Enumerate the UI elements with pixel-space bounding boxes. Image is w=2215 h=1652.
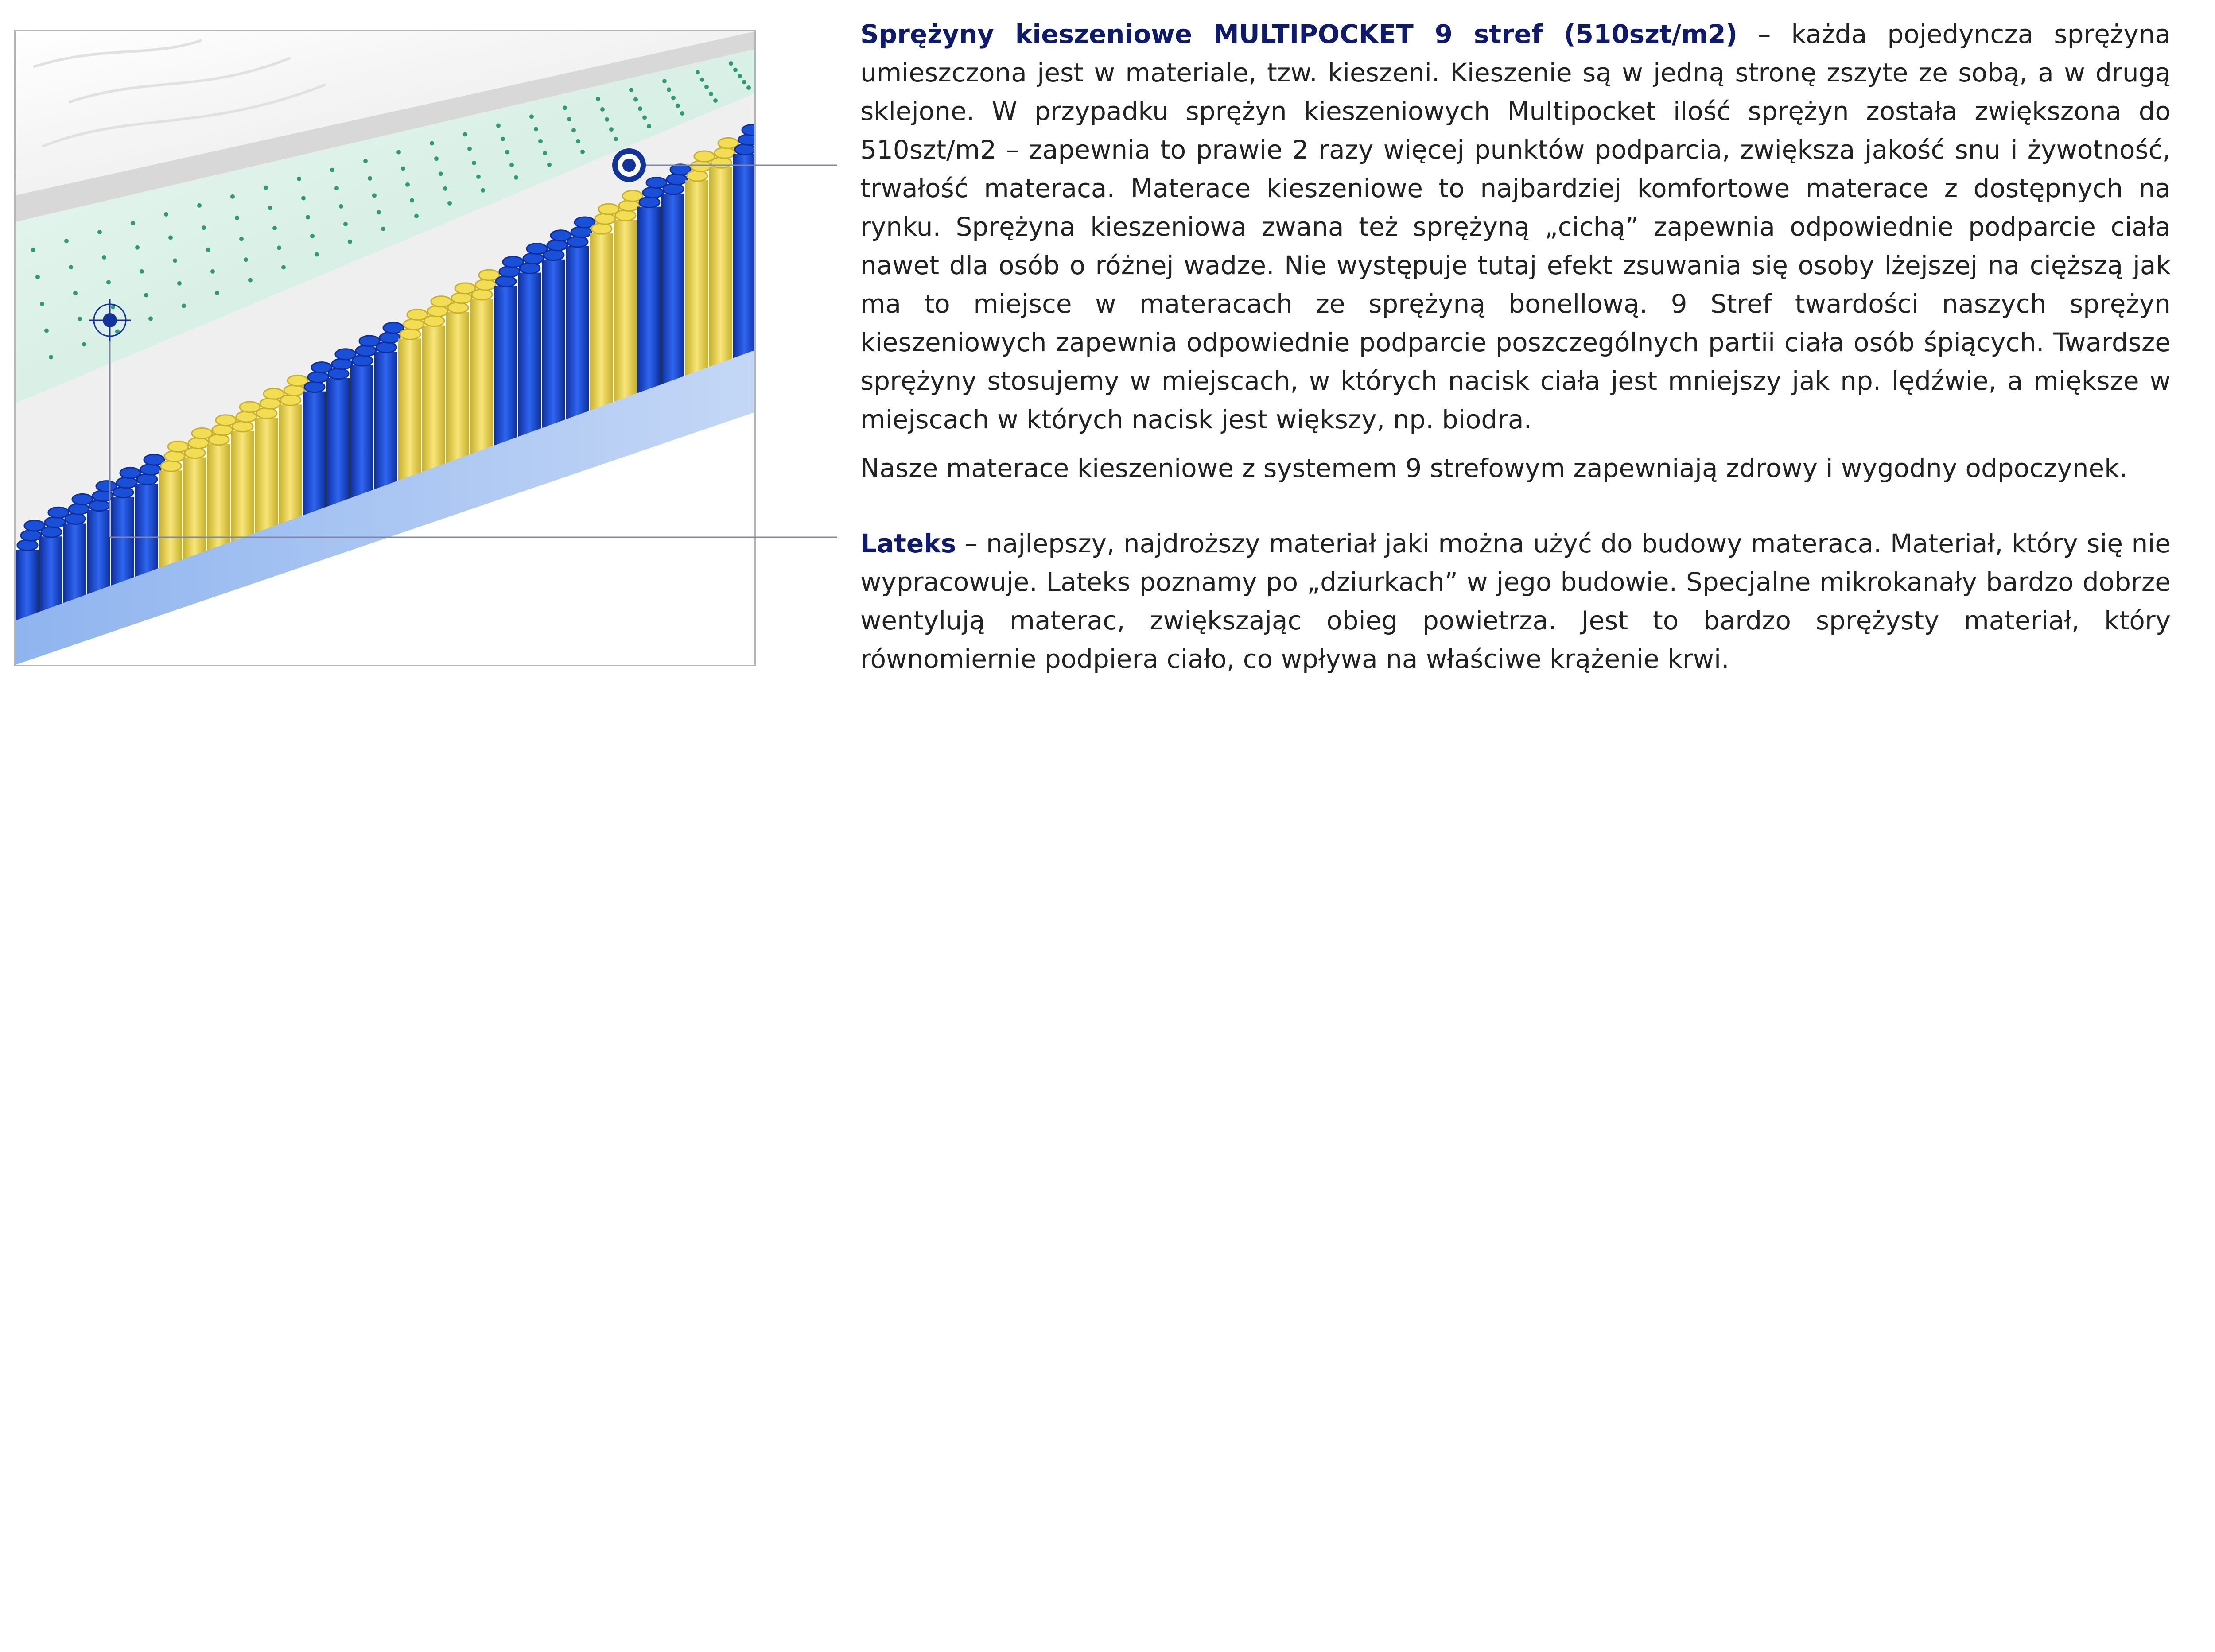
latex-hole	[571, 128, 576, 132]
spring-top	[691, 161, 711, 171]
latex-hole	[168, 235, 173, 240]
spring-top	[140, 464, 161, 475]
latex-hole	[605, 117, 609, 122]
blue-spring-column	[326, 378, 350, 507]
latex-hole	[202, 225, 206, 230]
latex-hole	[297, 177, 301, 181]
latex-hole	[264, 186, 268, 190]
mattress-cross-section-illustration	[14, 30, 756, 666]
latex-hole	[742, 80, 746, 84]
latex-hole	[106, 280, 111, 284]
spring-top	[475, 279, 496, 290]
latex-hole	[82, 342, 86, 346]
latex-hole	[40, 302, 44, 306]
spring-top	[117, 477, 137, 488]
latex-hole	[377, 210, 381, 214]
blue-spring-column	[733, 154, 754, 358]
latex-hole	[244, 257, 248, 262]
latex-hole	[372, 193, 377, 198]
spring-top	[356, 345, 376, 356]
latex-hole	[115, 329, 120, 334]
latex-hole	[729, 61, 733, 66]
spring-top	[164, 451, 185, 461]
latex-hole	[173, 258, 177, 263]
latex-hole	[746, 85, 751, 90]
blue-spring-column	[518, 273, 541, 437]
latex-hole	[414, 214, 419, 218]
latex-hole	[501, 137, 505, 141]
latex-hole	[164, 212, 168, 217]
spring-top	[687, 171, 707, 181]
latex-hole	[140, 269, 144, 274]
spring-top	[424, 316, 444, 326]
spring-top	[256, 408, 277, 419]
latex-hole	[310, 234, 315, 238]
latex-hole	[339, 204, 343, 209]
spring-top	[643, 187, 663, 198]
latex-hole	[64, 239, 69, 243]
yellow-spring-column	[231, 431, 254, 542]
spring-top	[89, 500, 109, 511]
latex-hole	[348, 240, 352, 244]
spring-top	[137, 474, 157, 485]
blue-spring-column	[39, 536, 62, 612]
latex-hole	[713, 98, 718, 103]
yellow-spring-column	[422, 326, 445, 472]
spring-top	[41, 527, 62, 537]
spring-top	[496, 276, 516, 287]
blue-spring-column	[87, 510, 110, 594]
latex-hole	[534, 127, 538, 131]
blue-spring-column	[63, 523, 86, 603]
latex-hole	[210, 269, 215, 274]
latex-hole	[368, 176, 372, 181]
spring-top	[236, 411, 256, 422]
latex-hole	[248, 278, 253, 283]
yellow-spring-column	[590, 233, 613, 411]
latex-hole	[272, 226, 277, 230]
latex-hole	[476, 175, 481, 179]
spring-top	[667, 174, 687, 185]
latex-hole	[73, 291, 78, 295]
blue-spring-column	[16, 550, 39, 620]
latex-hole	[131, 221, 135, 225]
latex-hole	[667, 87, 671, 92]
spring-top	[308, 372, 328, 383]
spring-top	[376, 342, 396, 353]
spring-top	[472, 289, 492, 300]
spring-top	[567, 237, 588, 247]
latex-hole	[547, 163, 552, 167]
spring-top	[448, 302, 468, 313]
latex-hole	[496, 123, 501, 128]
blue-spring-column	[661, 194, 684, 384]
latex-hole	[671, 96, 676, 100]
spring-top	[188, 438, 209, 449]
spring-top	[209, 434, 229, 445]
latex-hole	[434, 156, 439, 161]
yellow-spring-column	[159, 470, 182, 568]
latex-hole	[330, 168, 334, 172]
latex-hole	[647, 124, 651, 128]
yellow-spring-column	[614, 220, 637, 402]
spring-top	[93, 491, 113, 501]
blue-spring-column	[303, 392, 326, 516]
spring-top	[69, 504, 89, 514]
latex-hole	[700, 78, 704, 82]
spring-top	[663, 184, 684, 194]
spring-top	[742, 124, 754, 135]
latex-hole	[738, 74, 742, 78]
latex-hole	[430, 141, 434, 146]
latex-hole	[215, 291, 219, 295]
spring-top	[260, 398, 280, 409]
latex-hole	[514, 175, 518, 180]
spring-top	[21, 530, 41, 541]
spring-top	[571, 227, 591, 237]
latex-hole	[334, 186, 339, 190]
latex-hole	[467, 147, 472, 151]
spring-top	[451, 293, 472, 303]
spring-top	[544, 250, 564, 260]
latex-hole	[206, 248, 210, 252]
yellow-spring-column	[207, 444, 230, 551]
latex-hole	[576, 139, 580, 143]
latex-hole	[481, 188, 485, 193]
latex-hole	[230, 194, 235, 199]
blue-spring-column	[374, 352, 397, 489]
latex-body-text: – najlepszy, najdroższy materiał jaki można użyć do budowy materaca. Materiał, który się nie wypracowuje. Lateks poznamy po „dziurkach” w jego budowie. Specjalne mikrokanały bardzo dobrze wentylują materac, zwiększając obieg powietrza. Jest to bardzo sprężysty materiał, który równomiernie podpiera ciało, co wpływa na właściwe krążenie krwi.	[860, 528, 2171, 674]
latex-hole	[239, 237, 244, 241]
latex-hole	[704, 85, 709, 89]
latex-hole	[78, 317, 82, 321]
latex-hole	[567, 117, 571, 121]
spring-top	[499, 266, 520, 277]
latex-hole	[596, 97, 600, 101]
spring-top	[17, 540, 38, 551]
latex-hole	[281, 265, 286, 270]
spring-top	[113, 487, 133, 498]
latex-hole	[235, 216, 239, 220]
yellow-spring-column	[685, 180, 708, 376]
latex-hole	[315, 252, 319, 257]
spring-top	[615, 210, 636, 221]
blue-spring-column	[566, 246, 589, 419]
spring-top	[65, 513, 85, 524]
spring-top	[212, 425, 233, 435]
latex-hole	[197, 203, 202, 208]
yellow-spring-column	[255, 418, 278, 533]
spring-top	[332, 359, 352, 369]
latex-hole	[381, 227, 385, 231]
latex-hole	[696, 70, 700, 74]
latex-hole	[177, 281, 182, 286]
latex-hole	[609, 127, 614, 132]
latex-hole	[401, 167, 405, 171]
spring-top	[161, 461, 181, 471]
latex-hole	[410, 198, 414, 203]
spring-top	[715, 147, 735, 158]
latex-hole	[447, 201, 452, 206]
spring-top	[380, 332, 400, 343]
yellow-spring-column	[446, 312, 469, 463]
latex-hole	[31, 248, 35, 252]
blue-spring-column	[111, 497, 134, 586]
latex-hole	[102, 255, 106, 260]
latex-hole	[600, 107, 605, 112]
spring-top	[45, 517, 65, 527]
latex-hole	[268, 206, 272, 210]
yellow-spring-column	[709, 167, 732, 367]
latex-hole	[563, 105, 567, 110]
yellow-spring-column	[398, 338, 421, 481]
latex-hole	[182, 303, 186, 308]
springs-closing-sentence: Nasze materace kieszeniowe z systemem 9 strefowym zapewniają zdrowy i wygodny odpoczynek.	[860, 453, 2128, 483]
blue-spring-column	[494, 286, 517, 446]
springs-heading: Sprężyny kieszeniowe MULTIPOCKET 9 stref (510szt/m2)	[860, 19, 1738, 49]
latex-hole	[301, 196, 306, 200]
latex-hole	[49, 355, 53, 359]
spring-top	[404, 319, 424, 330]
latex-hole	[505, 150, 509, 154]
latex-description	[860, 524, 2171, 679]
latex-hole	[629, 88, 633, 92]
latex-hole	[580, 150, 585, 154]
latex-hole	[680, 111, 684, 116]
spring-top	[400, 329, 420, 339]
spring-top	[735, 144, 754, 155]
blue-spring-column	[135, 484, 158, 577]
springs-description	[860, 15, 2171, 439]
latex-hole	[633, 97, 638, 102]
latex-hole	[97, 230, 102, 234]
latex-hole	[148, 316, 153, 321]
spring-top	[284, 385, 304, 396]
spring-top	[591, 223, 612, 234]
spring-top	[328, 368, 349, 379]
latex-hole	[35, 275, 40, 279]
latex-hole	[509, 163, 514, 167]
latex-hole	[144, 293, 148, 297]
blue-spring-column	[350, 365, 373, 498]
spring-top	[619, 200, 639, 211]
latex-hole	[363, 159, 368, 163]
latex-hole	[733, 68, 738, 72]
latex-hole	[614, 137, 618, 141]
latex-hole	[439, 171, 443, 176]
latex-hole	[135, 245, 140, 250]
latex-heading: Lateks	[860, 528, 956, 558]
yellow-spring-column	[279, 404, 302, 524]
mattress-cross-section-graphic	[16, 31, 754, 665]
latex-hole	[472, 161, 476, 165]
latex-hole	[709, 92, 713, 96]
spring-top	[427, 306, 448, 317]
spring-top	[711, 157, 731, 168]
yellow-spring-column	[183, 458, 206, 559]
spring-top	[280, 395, 301, 405]
spring-top	[595, 213, 615, 224]
latex-hole	[543, 151, 547, 155]
latex-hole	[111, 305, 115, 309]
latex-hole	[638, 106, 642, 111]
latex-hole	[306, 215, 310, 219]
latex-hole	[662, 79, 667, 83]
latex-hole	[443, 186, 447, 191]
latex-hole	[676, 104, 680, 108]
springs-body-text: – każda pojedyncza sprężyna umieszczona jest w materiale, tzw. kieszeni. Kieszenie są w jedną stronę zszyte ze sobą, a w drugą sklejone. W przypadku sprężyn kieszeniowych Multipocket ilość sprężyn została zwiększona do 510szt/m2 – zapewnia to prawie 2 razy więcej punktów podparcia, zwiększa jakość snu i żywotność, trwałość materaca. Materace kieszeniowe to najbardziej komfortowe materace z dostępnych na rynku. Sprężyna kieszeniowa zwana też sprężyną „cichą” zapewnia odpowiednie podparcie ciała nawet dla osób o różnej wadze. Nie występuje tutaj efekt zsuwania się osoby lżejszej na cięższą jak ma to miejsce w materacach ze sprężyną bonellową. 9 Stref twardości naszych sprężyn kieszeniowych zapewnia odpowiednie podparcie poszczególnych partii ciała osób śpiących. Twardsze sprężyny stosujemy w miejscach, w których nacisk ciała jest mniejszy jak np. lędźwie, a miększe w miejscach w których nacisk jest większy, np. biodra.	[860, 19, 2171, 434]
spring-top	[304, 382, 325, 392]
yellow-spring-column	[470, 299, 493, 454]
latex-hole	[44, 329, 49, 333]
latex-hole	[396, 150, 401, 155]
spring-top	[639, 197, 660, 208]
spring-top	[523, 253, 544, 264]
spring-top	[185, 448, 205, 458]
spring-top	[547, 240, 567, 251]
spring-top	[520, 263, 540, 274]
latex-hole	[343, 222, 348, 226]
latex-hole	[642, 115, 647, 120]
spring-top	[352, 355, 373, 366]
latex-hole	[463, 132, 467, 137]
spring-top	[738, 134, 754, 145]
latex-hole	[529, 114, 534, 119]
latex-hole	[405, 182, 410, 187]
blue-spring-column	[542, 260, 565, 428]
blue-spring-column	[637, 207, 661, 393]
latex-hole	[69, 265, 73, 269]
spring-top	[233, 421, 253, 432]
latex-hole	[277, 245, 281, 250]
latex-hole	[538, 139, 543, 143]
